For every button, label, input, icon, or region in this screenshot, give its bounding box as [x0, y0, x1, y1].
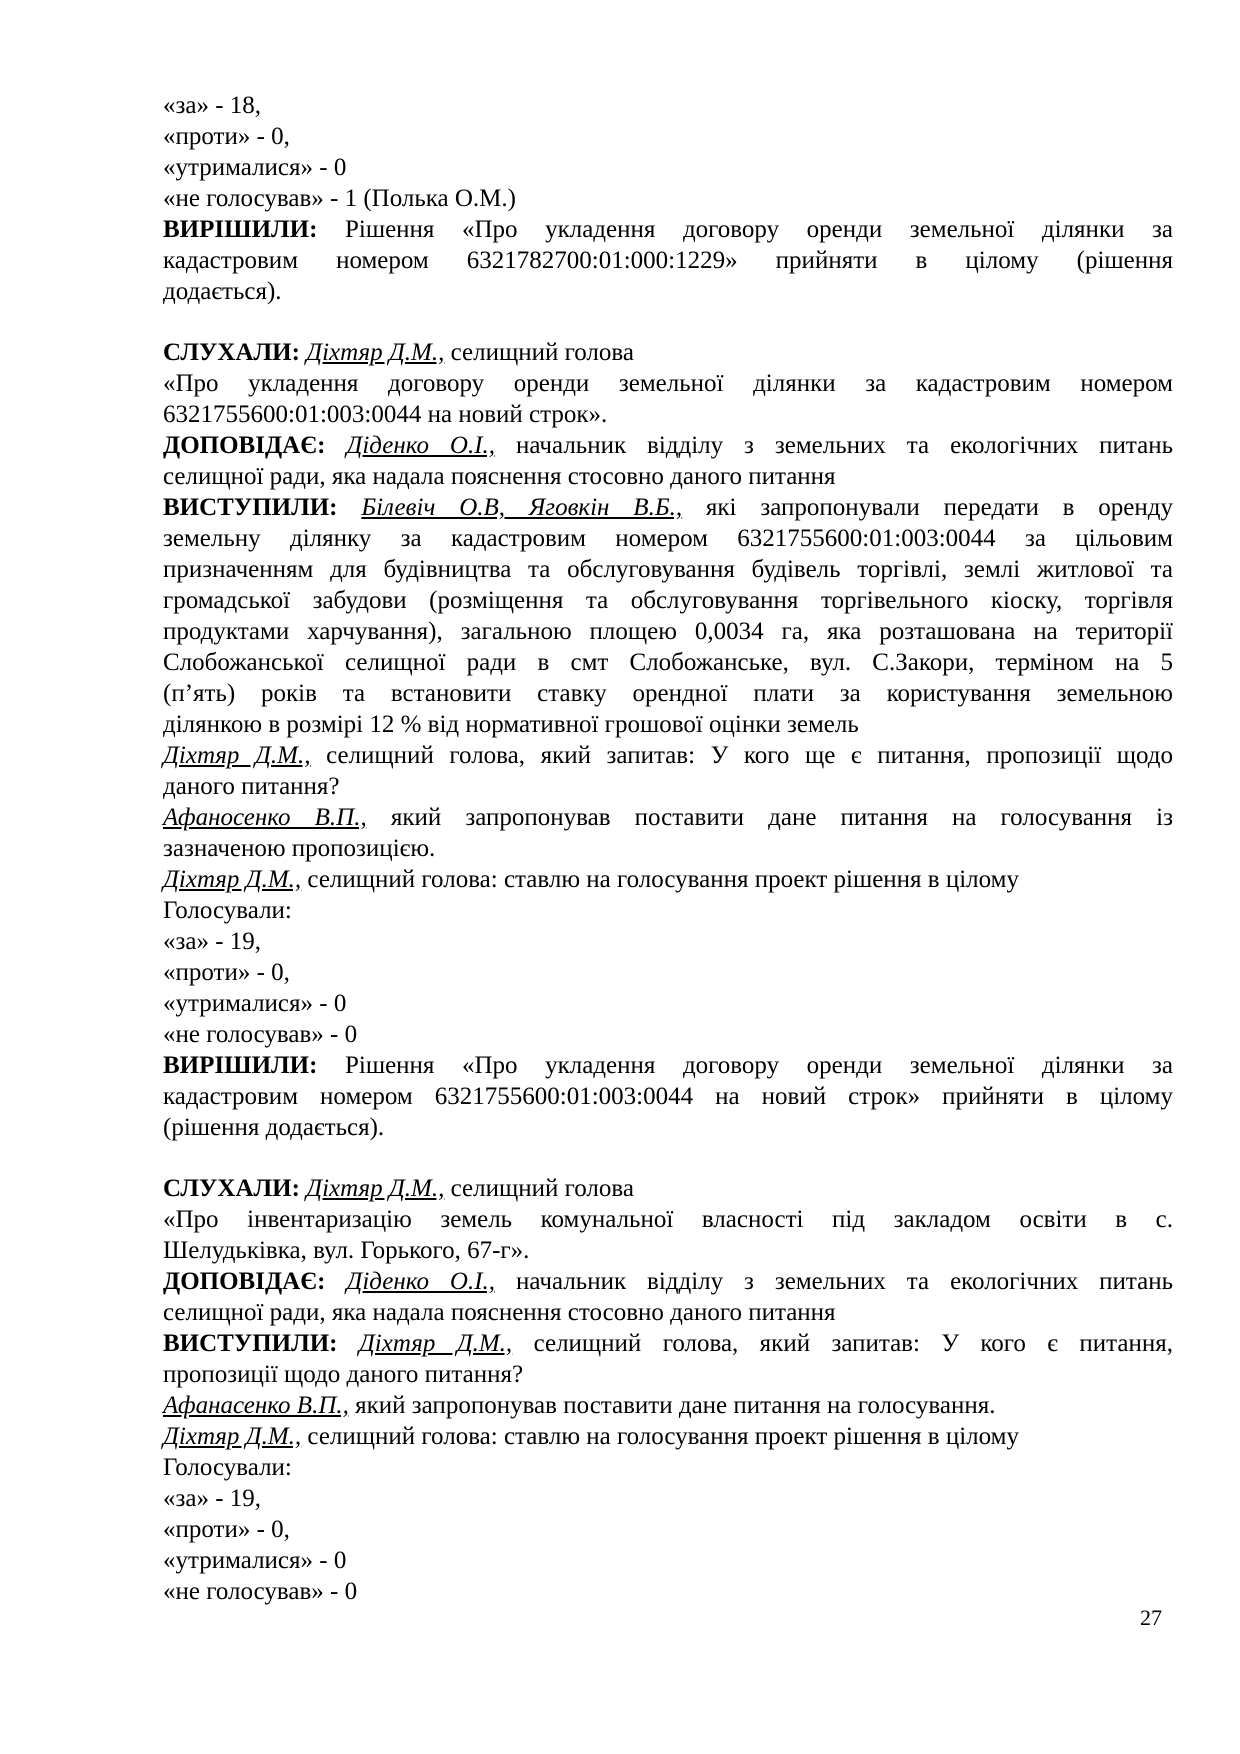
- speaker-name: Афанасенко В.П.,: [163, 1392, 349, 1419]
- heard-label: СЛУХАЛИ:: [163, 339, 300, 366]
- vote-abstain: «утрималися» - 0: [163, 154, 347, 181]
- decision-line: додається).: [163, 278, 282, 305]
- vote-against: «проти» - 0,: [163, 123, 290, 150]
- paragraph-gap: [163, 1143, 1173, 1173]
- put-to-vote-text: селищний голова: ставлю на голосування проект рішення в цілому: [301, 1423, 1019, 1450]
- spoke-line: пропозиції щодо даного питання?: [163, 1361, 524, 1388]
- reporter-name: Діденко О.І.,: [346, 432, 496, 459]
- reporter-name: Діденко О.І.,: [346, 1268, 496, 1295]
- page-number: 27: [1140, 1605, 1162, 1630]
- report-text: начальник відділу з земельних та екологічних питань: [495, 1268, 1174, 1295]
- topic-line: Шелудьківка, вул. Горького, 67-г».: [163, 1237, 530, 1264]
- proposal-line: зазначеною пропозицією.: [163, 835, 436, 862]
- spoke-line: земельну ділянку за кадастровим номером 6321755600:01:003:0044 за цільовим: [163, 525, 1173, 552]
- vote-for: «за» - 19,: [163, 1485, 262, 1512]
- proposal-line: [163, 1390, 1173, 1421]
- proposal-line: [163, 802, 1173, 833]
- speaker-name: Діхтяр Д.М.,: [163, 1423, 302, 1450]
- spoke-text: селищний голова, який запитав: У кого є питання,: [512, 1330, 1173, 1357]
- heard-line: [163, 337, 1173, 368]
- decision-text: Рішення «Про укладення договору оренди земельної ділянки за: [317, 1052, 1173, 1079]
- paragraph-gap: [163, 307, 1173, 337]
- proposal-text: який запропонував поставити дане питання на голосування.: [348, 1392, 996, 1419]
- report-text: начальник відділу з земельних та екологічних питань: [495, 432, 1174, 459]
- question-text: селищний голова, який запитав: У кого ще є питання, пропозиції щодо: [310, 742, 1173, 769]
- decision-line: кадастровим номером 6321755600:01:003:0044 на новий строк» прийняти в цілому: [163, 1083, 1173, 1110]
- put-to-vote-text: селищний голова: ставлю на голосування проект рішення в цілому: [301, 866, 1019, 893]
- spoke-line: [163, 492, 1173, 523]
- voted-label: Голосували:: [163, 1454, 292, 1481]
- decision-line: [163, 1050, 1173, 1081]
- decided-label: ВИРІШИЛИ:: [163, 216, 318, 243]
- proposal-text: який запропонував поставити дане питання на голосування із: [366, 804, 1173, 831]
- speaker-name: Афаносенко В.П.,: [163, 804, 367, 831]
- spoke-line: продуктами харчування), загальною площею 0,0034 га, яка розташована на території: [163, 618, 1173, 645]
- topic-line: «Про укладення договору оренди земельної ділянки за кадастровим номером: [163, 370, 1173, 397]
- speaker-name: Діхтяр Д.М.,: [358, 1330, 513, 1357]
- report-line: селищної ради, яка надала пояснення стосовно даного питання: [163, 463, 836, 490]
- vote-novote: «не голосував» - 0: [163, 1021, 358, 1048]
- vote-novote: «не голосував» - 0: [163, 1578, 358, 1605]
- speaker-role: селищний голова: [444, 1175, 634, 1202]
- page-content: [163, 90, 1173, 1607]
- decided-label: ВИРІШИЛИ:: [163, 1052, 318, 1079]
- speaker-name: Діхтяр Д.М.,: [163, 742, 311, 769]
- question-line: [163, 740, 1173, 771]
- decision-line: кадастровим номером 6321782700:01:000:1229» прийняти в цілому (рішення: [163, 247, 1173, 274]
- topic-line: «Про інвентаризацію земель комунальної власності під закладом освіти в с.: [163, 1206, 1173, 1233]
- decision-line: (рішення додається).: [163, 1114, 385, 1141]
- decision-line: [163, 214, 1173, 245]
- speaker-role: селищний голова: [444, 339, 634, 366]
- report-label: ДОПОВІДАЄ:: [163, 1268, 326, 1295]
- vote-for: «за» - 18,: [163, 92, 262, 119]
- speaker-name: Діхтяр Д.М.,: [306, 1175, 445, 1202]
- question-line: даного питання?: [163, 773, 340, 800]
- spoke-label: ВИСТУПИЛИ:: [163, 494, 338, 521]
- spoke-line: ділянкою в розмірі 12 % від нормативної грошової оцінки земель: [163, 711, 859, 738]
- vote-against: «проти» - 0,: [163, 959, 290, 986]
- vote-abstain: «утрималися» - 0: [163, 990, 347, 1017]
- topic-line: 6321755600:01:003:0044 на новий строк».: [163, 401, 608, 428]
- report-line: [163, 430, 1173, 461]
- report-line: [163, 1266, 1173, 1297]
- spoke-line: (п’ять) років та встановити ставку орендної плати за користування земельною: [163, 680, 1173, 707]
- spoke-text: які запропонували передати в оренду: [682, 494, 1173, 521]
- speaker-name: Діхтяр Д.М.,: [163, 866, 302, 893]
- heard-label: СЛУХАЛИ:: [163, 1175, 300, 1202]
- put-to-vote-line: [163, 864, 1173, 895]
- speaker-names: Білевіч О.В, Яговкін В.Б.,: [361, 494, 683, 521]
- heard-line: [163, 1173, 1173, 1204]
- speaker-name: Діхтяр Д.М.,: [306, 339, 445, 366]
- decision-text: Рішення «Про укладення договору оренди земельної ділянки за: [317, 216, 1173, 243]
- spoke-line: [163, 1328, 1173, 1359]
- voted-label: Голосували:: [163, 897, 292, 924]
- spoke-line: призначенням для будівництва та обслуговування будівель торгівлі, землі житлової та: [163, 556, 1173, 583]
- vote-against: «проти» - 0,: [163, 1516, 290, 1543]
- spoke-line: громадської забудови (розміщення та обслуговування торгівельного кіоску, торгівля: [163, 587, 1173, 614]
- spoke-label: ВИСТУПИЛИ:: [163, 1330, 338, 1357]
- vote-for: «за» - 19,: [163, 928, 262, 955]
- report-label: ДОПОВІДАЄ:: [163, 432, 326, 459]
- spoke-line: Слобожанської селищної ради в смт Слобожанське, вул. С.Закори, терміном на 5: [163, 649, 1173, 676]
- put-to-vote-line: [163, 1421, 1173, 1452]
- vote-novote: «не голосував» - 1 (Полька О.М.): [163, 185, 516, 212]
- report-line: селищної ради, яка надала пояснення стосовно даного питання: [163, 1299, 836, 1326]
- vote-abstain: «утрималися» - 0: [163, 1547, 347, 1574]
